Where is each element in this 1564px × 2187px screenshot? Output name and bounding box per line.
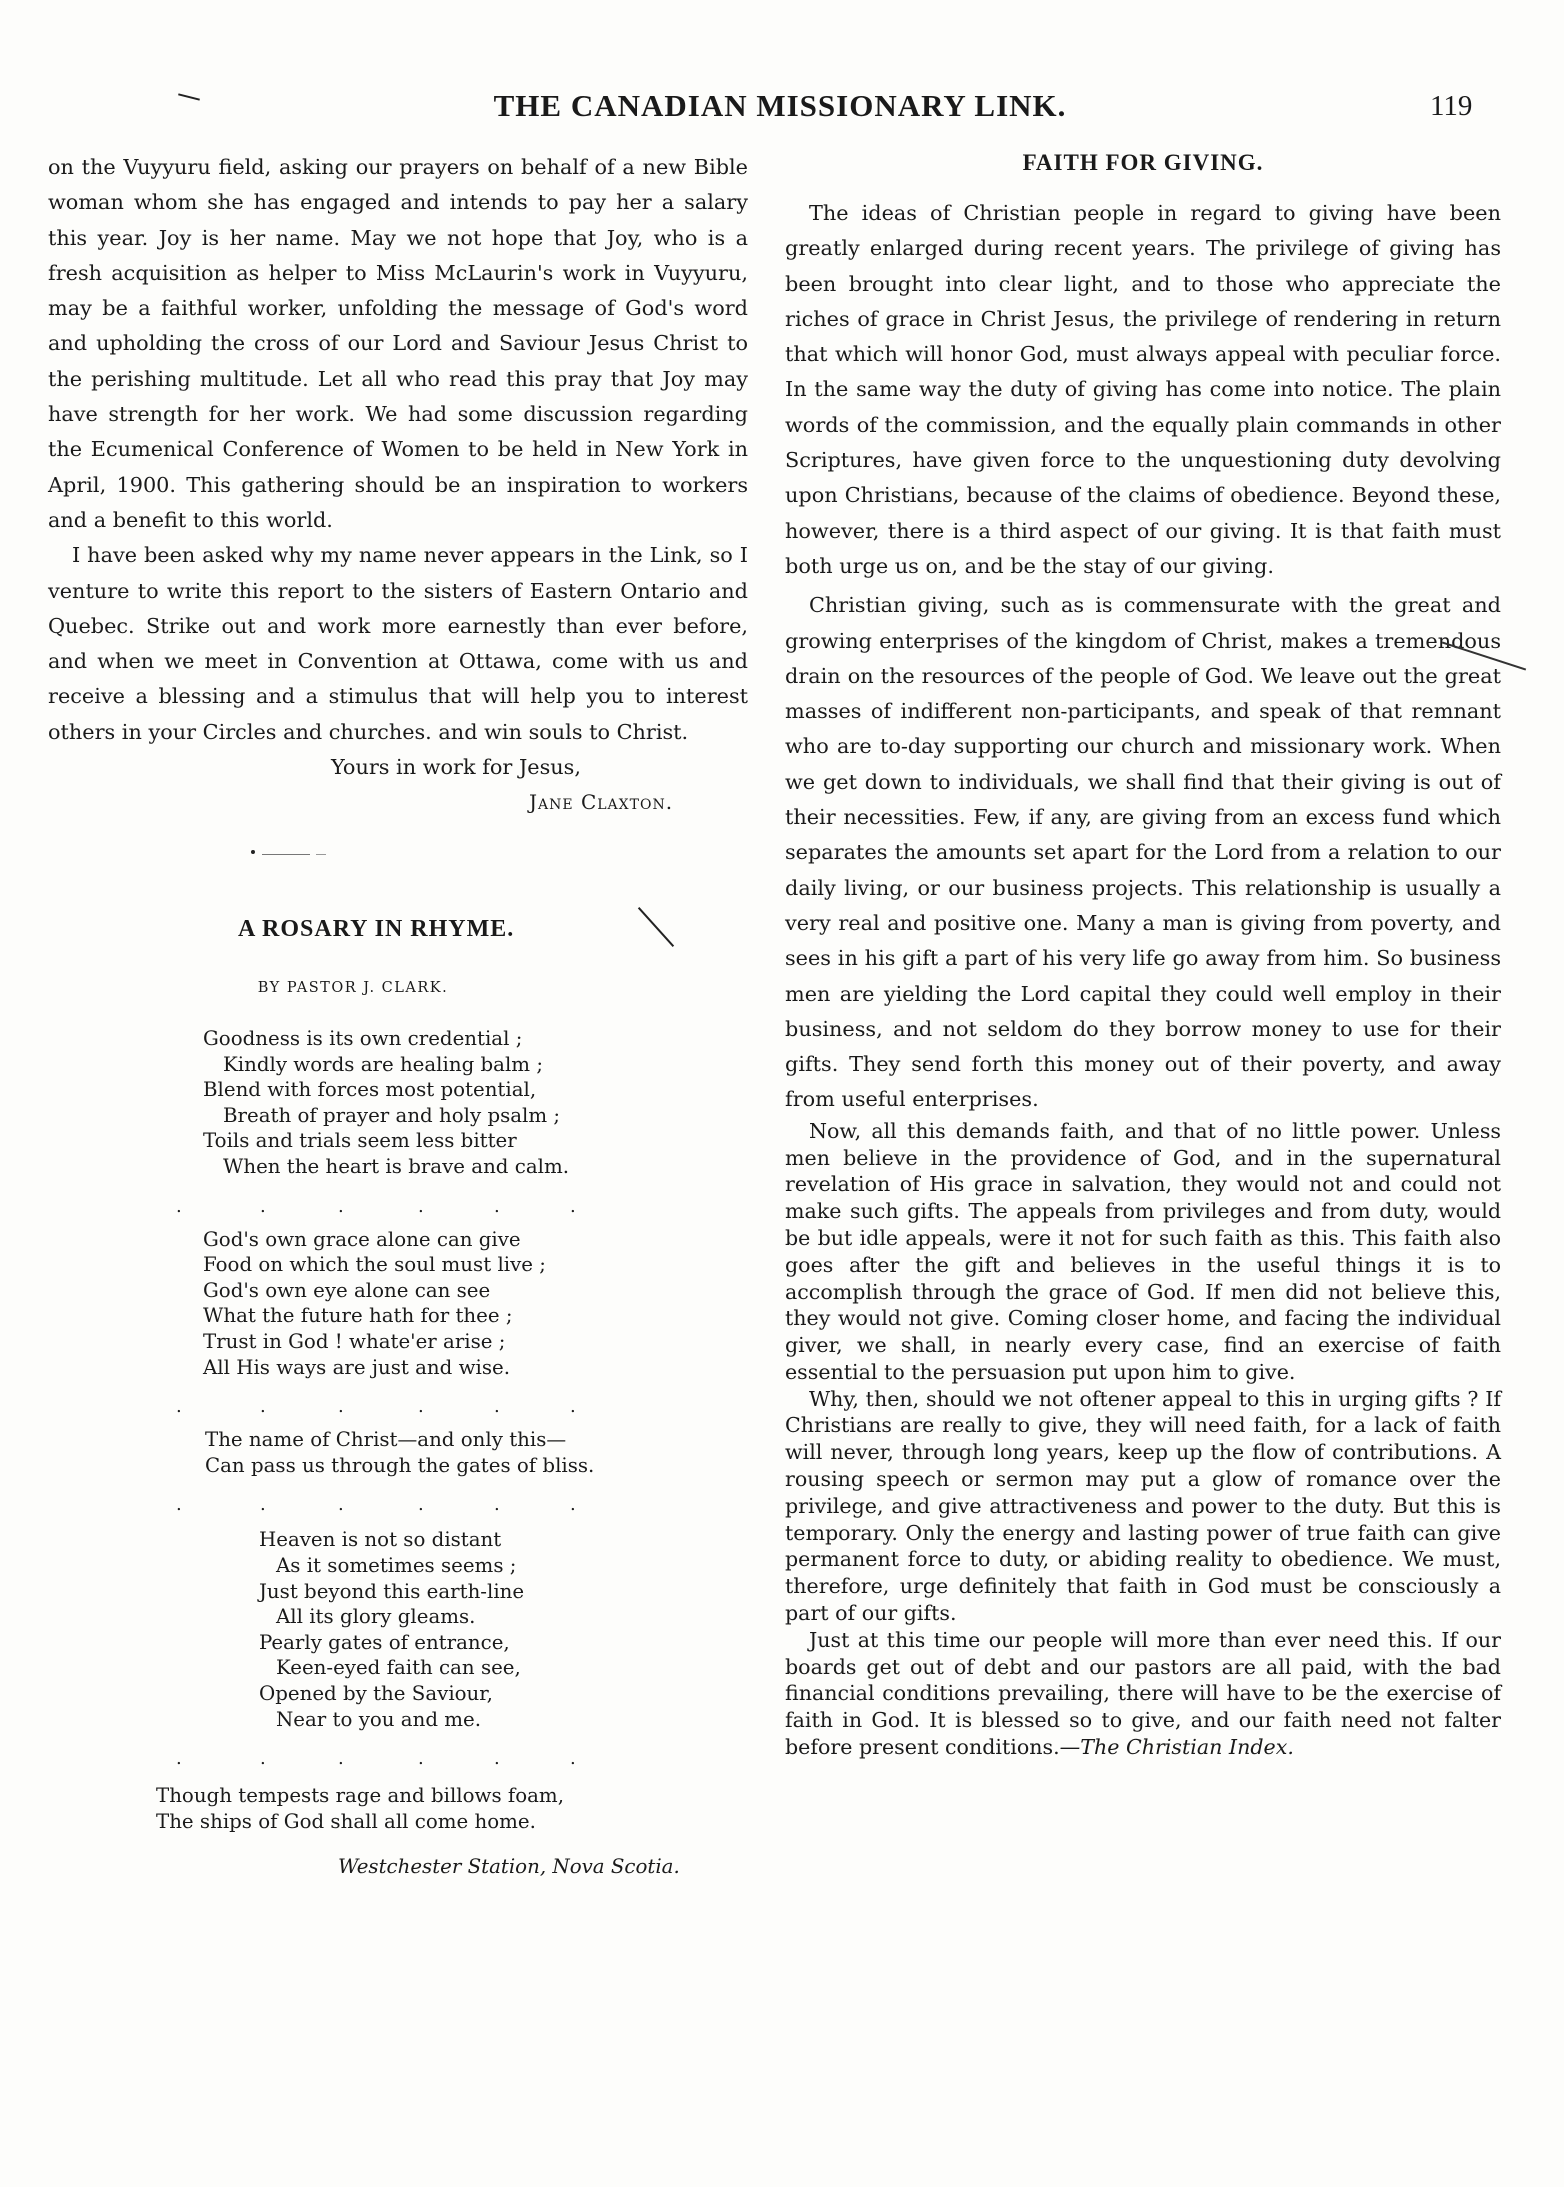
- poem-line: When the heart is brave and calm.: [223, 1155, 569, 1179]
- poem-stanza: [259, 1527, 748, 1732]
- left-column: [48, 150, 748, 1880]
- poem: [48, 1026, 748, 1880]
- poem-stanza: [203, 1227, 748, 1381]
- poem-stanza: [156, 1783, 748, 1834]
- poem-line: As it sometimes seems ;: [276, 1553, 517, 1577]
- poem-line: All His ways are just and wise.: [203, 1355, 510, 1379]
- dot-separator: . . . . . .: [176, 1396, 576, 1418]
- article-paragraph: [785, 1627, 1501, 1761]
- section-divider: [48, 834, 748, 874]
- article-paragraph: Why, then, should we not oftener appeal to this in urging gifts ? If Christians are really to give, they will need faith, for a lack of faith will never, through long years, keep up the flow of contributions. A rousing speech or sermon may put a glow of romance over the privilege, and give attractiveness and power to the duty. But this is temporary. Only the energy and lasting power of true faith can give permanent force to duty, or abiding reality to obedience. We must, therefore, urge definitely that faith in God must be consciously a part of our gifts.: [785, 1386, 1501, 1626]
- poem-line: Can pass us through the gates of bliss.: [205, 1453, 595, 1477]
- poem-place: Westchester Station, Nova Scotia.: [338, 1855, 680, 1879]
- page-number: 119: [1430, 90, 1473, 122]
- article-source: —The Christian Index.: [1059, 1735, 1294, 1760]
- poem-line: Heaven is not so distant: [259, 1528, 502, 1552]
- poem-line: The ships of God shall all come home.: [156, 1809, 536, 1833]
- poem-line: Blend with forces most potential,: [203, 1078, 537, 1102]
- article-paragraph-text: Just at this time our people will more than ever need this. If our boards get out of debt and our pastors are all paid, with the bad financial conditions prevailing, there will have to be the exercise of faith in God. It is blessed so to give, and our faith need not falter before present conditions.: [785, 1627, 1501, 1760]
- poem-line: Keen-eyed faith can see,: [276, 1656, 521, 1680]
- article-paragraph: The ideas of Christian people in regard to giving have been greatly enlarged during recent years. The privilege of giving has been brought into clear light, and to those who appreciate the riches of grace in Christ Jesus, the privilege of rendering in return that which will honor God, must always appeal with peculiar force. In the same way the duty of giving has come into notice. The plain words of the commission, and the equally plain commands in other Scriptures, have given force to the unquestioning duty devolving upon Christians, because of the claims of obedience. Beyond these, however, there is a third aspect of our giving. It is that faith must both urge us on, and be the stay of our giving.: [785, 201, 1501, 578]
- ink-mark: [178, 93, 200, 100]
- right-column: [785, 150, 1501, 1761]
- dot-separator: . . . . . .: [176, 1195, 576, 1217]
- poem-line: Kindly words are healing balm ;: [223, 1052, 544, 1076]
- dot-separator: . . . . . .: [176, 1494, 576, 1516]
- signature: Jane Claxton.: [529, 790, 674, 815]
- poem-line: God's own eye alone can see: [203, 1278, 491, 1302]
- closing-line: Yours in work for Jesus,: [331, 755, 581, 780]
- poem-line: Just beyond this earth-line: [259, 1579, 525, 1603]
- poem-line: Toils and trials seem less bitter: [203, 1129, 517, 1153]
- report-paragraph: on the Vuyyuru field, asking our prayers on behalf of a new Bible woman whom she has engaged and intends to pay her a salary this year. Joy is her name. May we not hope that Joy, who is a fresh acquisition as helper to Miss McLaurin's work in Vuyyuru, may be a faithful worker, unfolding the message of God's word and upholding the cross of our Lord and Saviour Jesus Christ to the perishing multitude. Let all who read this pray that Joy may have strength for her work. We had some discussion regarding the Ecumenical Conference of Women to be held in New York in April, 1900. This gathering should be an inspiration to workers and a benefit to this world.: [48, 155, 748, 532]
- running-title: THE CANADIAN MISSIONARY LINK.: [493, 88, 1067, 123]
- poem-line: God's own grace alone can give: [203, 1227, 521, 1251]
- poem-line: Though tempests rage and billows foam,: [156, 1784, 564, 1808]
- poem-line: The name of Christ—and only this—: [205, 1428, 567, 1452]
- poem-line: Food on which the soul must live ;: [203, 1253, 546, 1277]
- poem-line: All its glory gleams.: [276, 1605, 476, 1629]
- running-header: [0, 88, 1564, 128]
- poem-title: A ROSARY IN RHYME.: [238, 916, 515, 943]
- poem-line: What the future hath for thee ;: [203, 1304, 513, 1328]
- article-paragraph: Christian giving, such as is commensurate with the great and growing enterprises of the kingdom of Christ, makes a tremendous drain on the resources of the people of God. We leave out the great masses of indifferent non-participants, and speak of that remnant who are to-day supporting our church and missionary work. When we get down to individuals, we shall find that their giving is out of their necessities. Few, if any, are giving from an excess fund which separates the amounts set apart for the Lord from a relation to our daily living, or our business projects. This relationship is usually a very real and positive one. Many a man is giving from poverty, and sees in his gift a part of his very life go away from him. So business men are yielding the Lord capital they could well employ in their business, and not seldom do they borrow money to use for their gifts. They send forth this money out of their poverty, and away from useful enterprises.: [785, 593, 1501, 1112]
- poem-line: Breath of prayer and holy psalm ;: [223, 1103, 561, 1127]
- ink-mark: [638, 907, 674, 947]
- poem-line: Trust in God ! whate'er arise ;: [203, 1329, 506, 1353]
- poem-line: Opened by the Saviour,: [259, 1681, 493, 1705]
- report-paragraph: I have been asked why my name never appears in the Link, so I venture to write this report to the sisters of Eastern Ontario and Quebec. Strike out and work more earnestly than ever before, and when we meet in Convention at Ottawa, come with us and receive a blessing and a stimulus that will help you to interest others in your Circles and churches. and win souls to Christ.: [48, 543, 748, 744]
- dot-separator: . . . . . .: [176, 1748, 576, 1770]
- poem-line: Goodness is its own credential ;: [203, 1027, 523, 1051]
- poem-line: Pearly gates of entrance,: [259, 1630, 510, 1654]
- poem-stanza: [203, 1026, 748, 1180]
- poem-byline: BY PASTOR J. CLARK.: [257, 980, 449, 997]
- article-title: FAITH FOR GIVING.: [1022, 150, 1264, 175]
- article-small-print: [785, 1118, 1501, 1761]
- poem-stanza: [205, 1427, 748, 1478]
- poem-line: Near to you and me.: [276, 1707, 482, 1731]
- article-paragraph: Now, all this demands faith, and that of no little power. Unless men believe in the providence of God, and in the supernatural revelation of His grace in salvation, they would not and could not make such gifts. The appeals from privileges and from duty, would be but idle appeals, were it not for such faith as this. This faith also goes after the gift and believes in the useful things it is to accomplish through the grace of God. If men did not believe this, they would not give. Coming closer home, and facing the individual giver, we shall, in nearly every case, find an exercise of faith essential to the persuasion put upon him to give.: [785, 1118, 1501, 1384]
- poem-title-row: [48, 906, 748, 954]
